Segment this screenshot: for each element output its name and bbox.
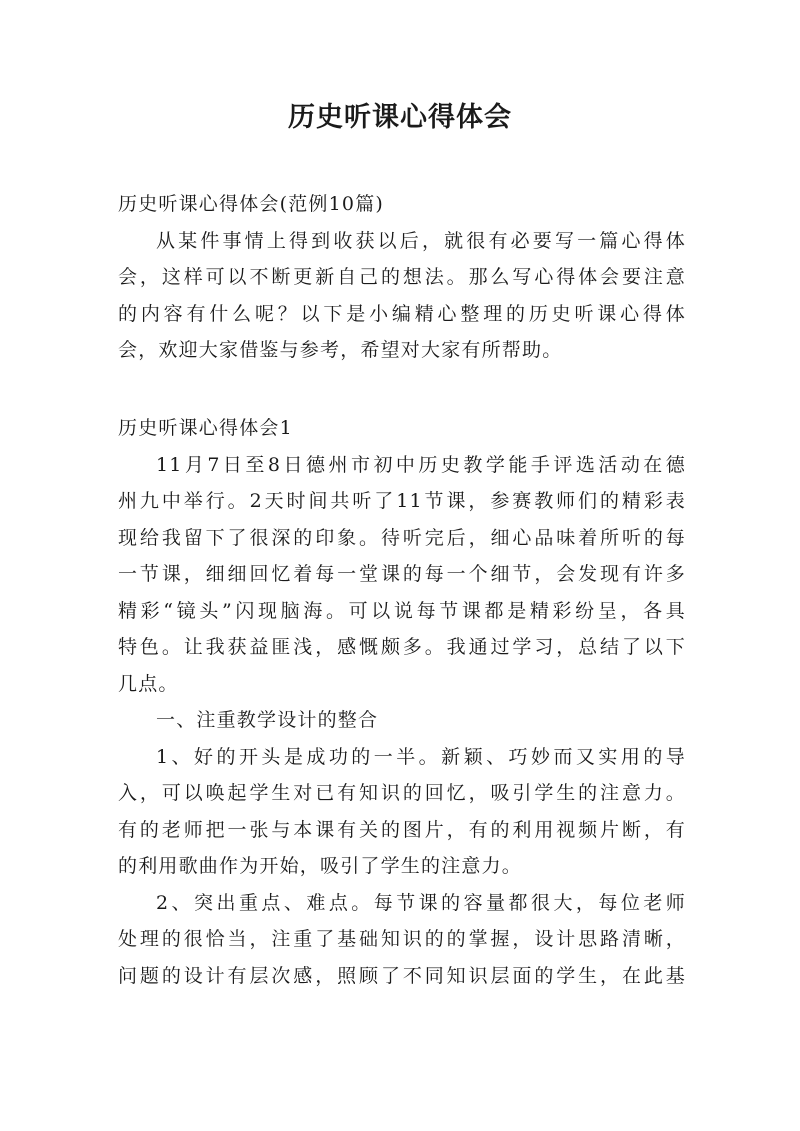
body-line: 州九中举行。2天时间共听了11节课，参赛教师们的精彩表 [118,490,686,512]
body-line: 1、好的开头是成功的一半。新颖、巧妙而又实用的导 [156,745,686,768]
body-line: 精彩“镜头”闪现脑海。可以说每节课都是精彩纷呈，各具 [118,599,686,622]
body-line: 一节课，细细回忆着每一堂课的每一个细节，会发现有许多 [118,563,686,585]
point-heading: 一、注重教学设计的整合 [156,709,379,731]
document-title: 历史听课心得体会 [288,102,512,133]
body-line: 特色。让我获益匪浅，感慨颇多。我通过学习，总结了以下 [118,636,686,658]
intro-line: 从某件事情上得到收获以后，就很有必要写一篇心得体 [156,229,686,252]
body-line: 几点。 [118,672,179,695]
body-line: 的利用歌曲作为开始，吸引了学生的注意力。 [118,855,523,877]
body-line: 处理的很恰当，注重了基础知识的的掌握，设计思路清晰， [118,928,686,950]
body-line: 入，可以唤起学生对已有知识的回忆，吸引学生的注意力。 [118,782,686,804]
section-1 [118,410,686,994]
document-subtitle: 历史听课心得体会(范例10篇) [118,193,385,215]
intro-line: 会，欢迎大家借鉴与参考，希望对大家有所帮助。 [118,339,563,361]
intro-line: 会，这样可以不断更新自己的想法。那么写心得体会要注意 [118,266,686,288]
body-line: 问题的设计有层次感，照顾了不同知识层面的学生，在此基 [118,964,686,987]
intro-line: 的内容有什么呢？以下是小编精心整理的历史听课心得体 [118,302,686,325]
body-line: 现给我留下了很深的印象。待听完后，细心品味着所听的每 [118,526,686,549]
body-line: 2、突出重点、难点。每节课的容量都很大，每位老师 [156,891,686,914]
body-line: 有的老师把一张与本课有关的图片，有的利用视频片断，有 [118,818,686,841]
intro-section [118,186,686,369]
body-line: 11月7日至8日德州市初中历史教学能手评选活动在德 [156,453,686,476]
section-heading: 历史听课心得体会1 [118,417,293,439]
